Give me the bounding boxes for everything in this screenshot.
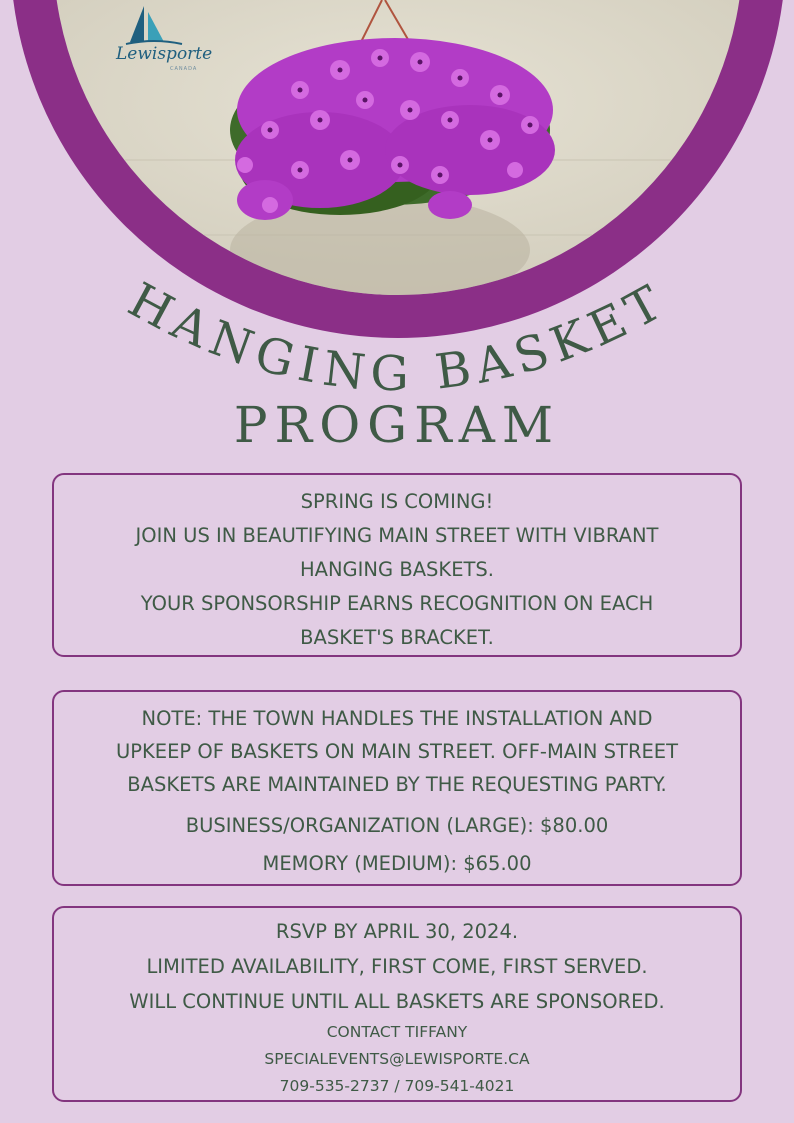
intro-box <box>52 473 742 657</box>
svg-text:HANGING BASKET <box>119 272 676 400</box>
contact-email[interactable]: SPECIALEVENTS@LEWISPORTE.CA <box>264 1050 530 1068</box>
contact-name: CONTACT TIFFANY <box>326 1023 468 1041</box>
rsvp-line: WILL CONTINUE UNTIL ALL BASKETS ARE SPONSORED. <box>129 990 665 1013</box>
note-line: BASKETS ARE MAINTAINED BY THE REQUESTING PARTY. <box>127 773 667 796</box>
intro-line: YOUR SPONSORSHIP EARNS RECOGNITION ON EACH <box>140 592 654 615</box>
title-line-2: PROGRAM <box>233 396 561 454</box>
rsvp-box <box>52 906 742 1102</box>
note-line: UPKEEP OF BASKETS ON MAIN STREET. OFF-MAIN STREET <box>115 740 679 763</box>
note-line: NOTE: THE TOWN HANDLES THE INSTALLATION AND <box>141 707 653 730</box>
price-large: BUSINESS/ORGANIZATION (LARGE): $80.00 <box>185 814 609 837</box>
logo-subtitle: CANADA <box>170 66 198 72</box>
title-arc <box>0 0 794 400</box>
rsvp-line: LIMITED AVAILABILITY, FIRST COME, FIRST SERVED. <box>146 955 648 978</box>
title-line-1: HANGING BASKET <box>119 271 677 400</box>
rsvp-line: RSVP BY APRIL 30, 2024. <box>275 920 519 943</box>
intro-line: BASKET'S BRACKET. <box>300 626 494 649</box>
intro-line: JOIN US IN BEAUTIFYING MAIN STREET WITH VIBRANT <box>135 524 659 547</box>
note-box <box>52 690 742 886</box>
contact-phone: 709-535-2737 / 709-541-4021 <box>279 1077 515 1095</box>
intro-line: HANGING BASKETS. <box>299 558 495 581</box>
price-medium: MEMORY (MEDIUM): $65.00 <box>262 852 532 875</box>
logo-wordmark: Lewisporte <box>116 44 213 64</box>
intro-line: SPRING IS COMING! <box>300 490 494 513</box>
